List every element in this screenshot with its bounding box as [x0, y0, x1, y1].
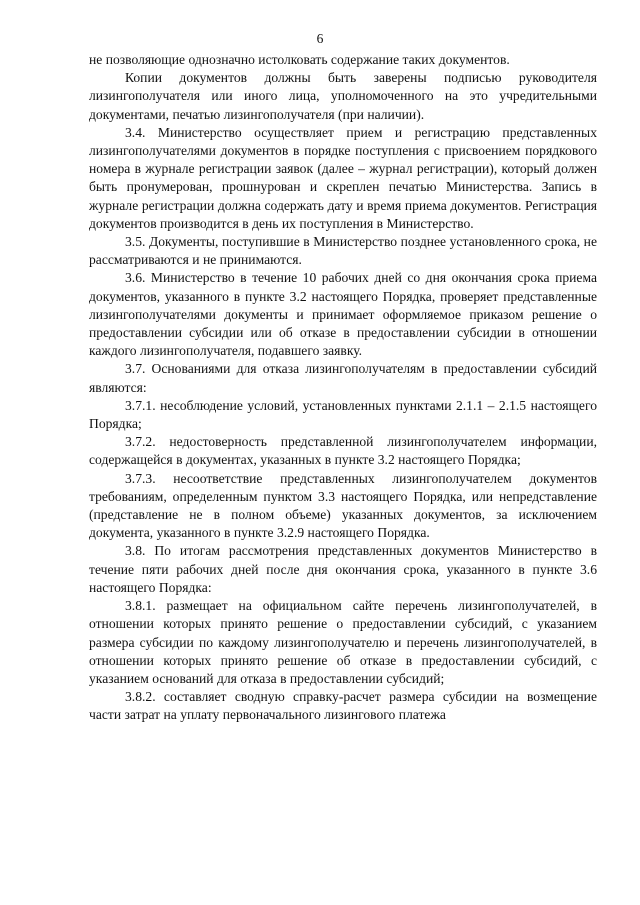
paragraph-3-7: 3.7. Основаниями для отказа лизингополучателям в предоставлении субсидий являются:	[89, 361, 597, 395]
page-number: 6	[316, 31, 324, 46]
paragraph-3-7-2: 3.7.2. недостоверность представленной лизингополучателем информации, содержащейся в документах, указанных в пункте 3.2 настоящего Порядка;	[89, 434, 597, 468]
paragraph-3-8-1: 3.8.1. размещает на официальном сайте перечень лизингополучателей, в отношении которых принято решение о предоставлении субсидий, с указанием размера субсидии по каждому лизингополучателю и перечень лизингополучателей, в отношении которых принято решение об отказе в предоставлении субсидий, с указанием оснований для отказа в предоставлении субсидий;	[89, 598, 597, 686]
document-body	[89, 51, 597, 725]
paragraph-3-7-3: 3.7.3. несоответствие представленных лизингополучателем документов требованиям, определенным пунктом 3.3 настоящего Порядка, или непредставление (представление не в полном объеме) указанных документов, за исключением документа, указанного в пункте 3.2.9 настоящего Порядка.	[89, 470, 597, 541]
paragraph-3-5: 3.5. Документы, поступившие в Министерство позднее установленного срока, не рассматриваются и не принимаются.	[89, 234, 597, 268]
paragraph-3-4: 3.4. Министерство осуществляет прием и регистрацию представленных лизингополучателями документов в порядке поступления с присвоением порядкового номера в журнале регистрации заявок (далее – журнал регистрации), который должен быть пронумерован, прошнурован и скреплен печатью Министерства. Запись в журнале регистрации должна содержать дату и время приема документов. Регистрация документов производится в день их поступления в Министерство.	[89, 124, 597, 231]
paragraph-3-7-1: 3.7.1. несоблюдение условий, установленных пунктами 2.1.1 – 2.1.5 настоящего Порядка;	[89, 397, 597, 432]
paragraph-continuation: не позволяющие однозначно истолковать содержание таких документов.	[89, 52, 510, 67]
paragraph-3-6: 3.6. Министерство в течение 10 рабочих дней со дня окончания срока приема документов, указанного в пункте 3.2 настоящего Порядка, проверяет представленные лизингополучателями документы и принимает оформляемое приказом решение о предоставлении субсидии или об отказе в предоставлении субсидии в отношении каждого лизингополучателя, подавшего заявку.	[89, 270, 597, 359]
paragraph-3-8: 3.8. По итогам рассмотрения представленных документов Министерство в течение пяти рабочих дней после дня окончания срока, указанного в пункте 3.6 настоящего Порядка:	[89, 543, 597, 595]
paragraph-document-copies: Копии документов должны быть заверены подписью руководителя лизингополучателя или иного лица, уполномоченного на это учредительными документами, печатью лизингополучателя (при наличии).	[89, 70, 597, 122]
paragraph-3-8-2: 3.8.2. составляет сводную справку-расчет размера субсидии на возмещение части затрат на уплату первоначального лизингового платежа	[89, 689, 597, 723]
